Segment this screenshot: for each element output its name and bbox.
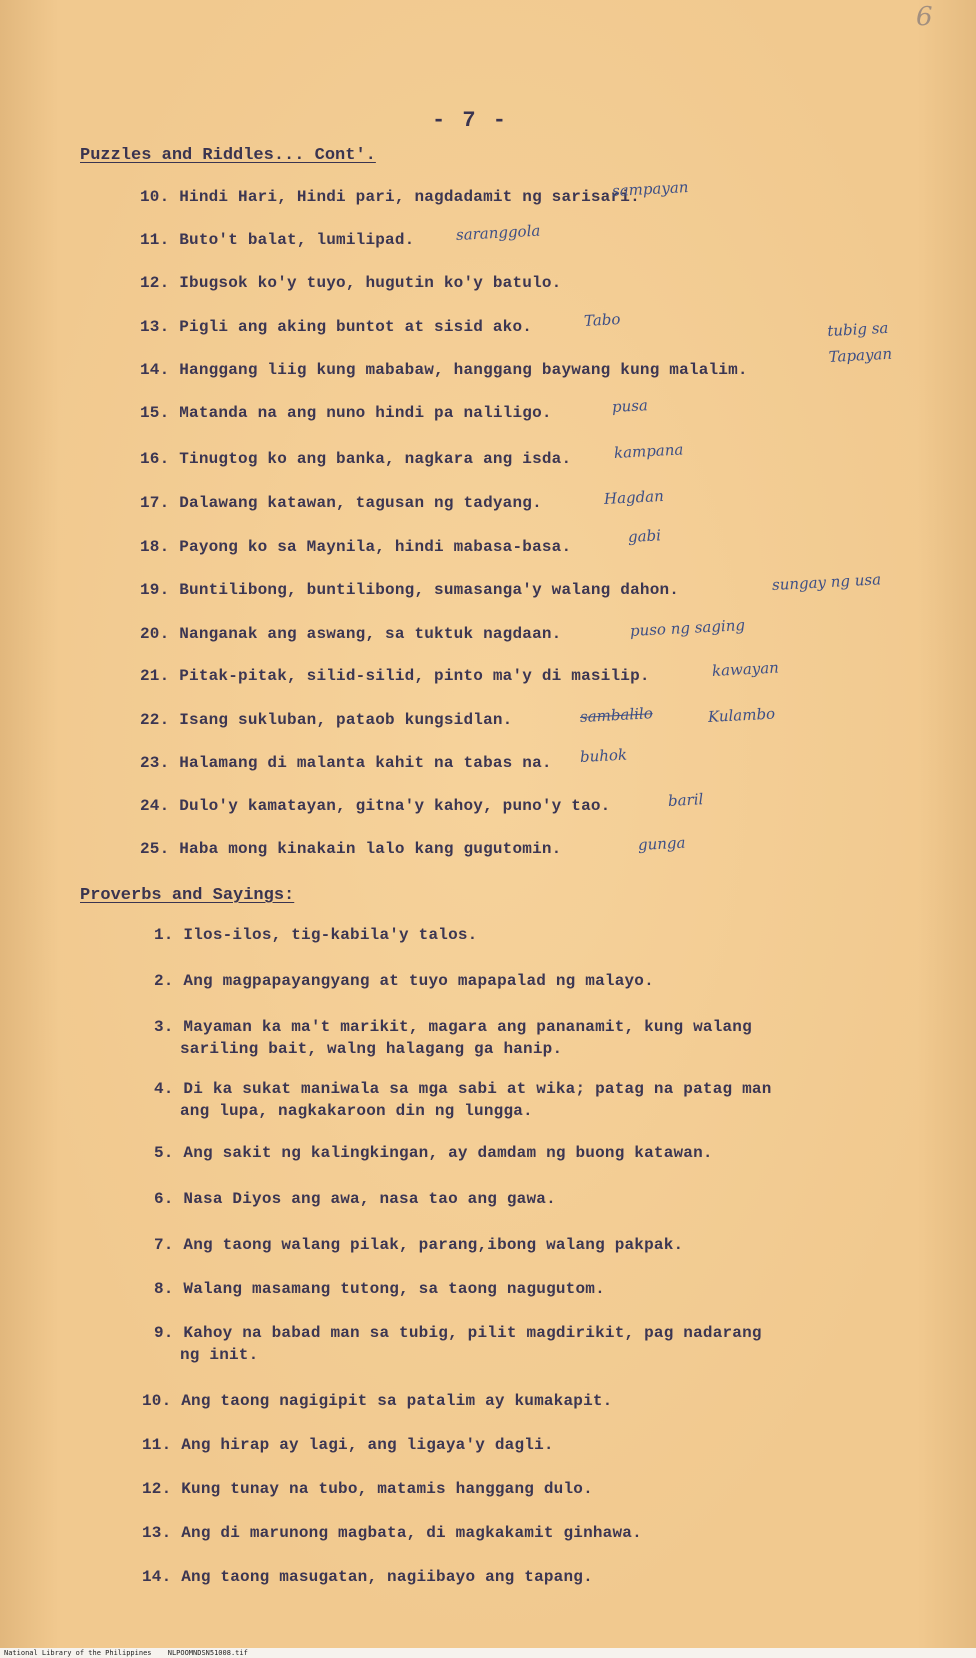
handwritten-answer: saranggola xyxy=(455,221,541,244)
proverb-item: 3. Mayaman ka ma't marikit, magara ang pananamit, kung walang sariling bait, walng halagang ga hanip. xyxy=(154,1018,752,1058)
handwritten-answer: kampana xyxy=(613,440,684,462)
riddle-item: 16. Tinugtog ko ang banka, nagkara ang isda. xyxy=(140,450,572,468)
riddle-item: 17. Dalawang katawan, tagusan ng tadyang. xyxy=(140,494,542,512)
scan-footer xyxy=(0,1648,976,1658)
handwritten-answer: gabi xyxy=(627,526,662,546)
proverb-item: 4. Di ka sukat maniwala sa mga sabi at wika; patag na patag man ang lupa, nagkakaroon din ng lungga. xyxy=(154,1080,772,1120)
riddle-item: 24. Dulo'y kamatayan, gitna'y kahoy, puno'y tao. xyxy=(140,797,611,815)
proverb-item: 7. Ang taong walang pilak, parang,ibong walang pakpak. xyxy=(154,1236,684,1254)
riddle-item: 12. Ibugsok ko'y tuyo, hugutin ko'y batulo. xyxy=(140,274,562,292)
handwritten-answer: sungay ng usa xyxy=(771,570,882,594)
riddle-item: 20. Nanganak ang aswang, sa tuktuk nagdaan. xyxy=(140,625,562,643)
footer-file: NLPOOMNDSN51008.tif xyxy=(167,1649,248,1657)
page-number: - 7 - xyxy=(432,108,509,133)
proverb-item: 1. Ilos-ilos, tig-kabila'y talos. xyxy=(154,926,478,944)
proverb-item: 8. Walang masamang tutong, sa taong nagugutom. xyxy=(154,1280,605,1298)
corner-page-note: 6 xyxy=(916,2,933,32)
handwritten-answer: Kulambo xyxy=(707,704,776,726)
riddles-heading: Puzzles and Riddles... Cont'. xyxy=(80,146,376,165)
handwritten-answer: Tabo xyxy=(583,310,621,330)
riddle-item: 15. Matanda na ang nuno hindi pa naliligo. xyxy=(140,404,552,422)
proverb-item: 10. Ang taong nagigipit sa patalim ay kumakapit. xyxy=(142,1392,613,1410)
handwritten-answer: puso ng saging xyxy=(629,615,746,640)
riddle-item: 22. Isang sukluban, pataob kungsidlan. xyxy=(140,711,513,729)
riddle-item: 21. Pitak-pitak, silid-silid, pinto ma'y di masilip. xyxy=(140,667,650,685)
footer-library: National Library of the Philippines xyxy=(4,1649,152,1657)
riddle-item: 13. Pigli ang aking buntot at sisid ako. xyxy=(140,318,533,336)
riddle-item: 19. Buntilibong, buntilibong, sumasanga'y walang dahon. xyxy=(140,581,680,599)
handwritten-answer: gunga xyxy=(637,833,686,854)
proverbs-heading: Proverbs and Sayings: xyxy=(80,886,295,905)
handwritten-answer: pusa xyxy=(611,396,649,416)
handwritten-answer: kawayan xyxy=(711,658,780,680)
riddle-item: 10. Hindi Hari, Hindi pari, nagdadamit ng sarisari. xyxy=(140,188,640,206)
proverb-item: 12. Kung tunay na tubo, matamis hanggang dulo. xyxy=(142,1480,593,1498)
handwritten-crossed-word: sambalilo xyxy=(579,704,654,726)
riddle-item: 23. Halamang di malanta kahit na tabas na. xyxy=(140,754,552,772)
handwritten-answer: tubig sa Tapayan xyxy=(826,318,893,366)
proverb-item: 6. Nasa Diyos ang awa, nasa tao ang gawa. xyxy=(154,1190,556,1208)
handwritten-answer: baril xyxy=(667,790,704,810)
handwritten-answer: buhok xyxy=(579,745,628,766)
proverb-item: 13. Ang di marunong magbata, di magkakamit ginhawa. xyxy=(142,1524,642,1542)
proverb-item: 14. Ang taong masugatan, nagiibayo ang tapang. xyxy=(142,1568,593,1586)
proverb-item: 5. Ang sakit ng kalingkingan, ay damdam ng buong katawan. xyxy=(154,1144,713,1162)
handwritten-answer: sampayan xyxy=(611,178,689,200)
proverb-item: 9. Kahoy na babad man sa tubig, pilit magdirikit, pag nadarang ng init. xyxy=(154,1324,762,1364)
riddle-item: 18. Payong ko sa Maynila, hindi mabasa-basa. xyxy=(140,538,572,556)
riddle-item: 25. Haba mong kinakain lalo kang gugutomin. xyxy=(140,840,562,858)
riddle-item: 14. Hanggang liig kung mababaw, hanggang baywang kung malalim. xyxy=(140,361,748,379)
proverb-item: 2. Ang magpapayangyang at tuyo mapapalad ng malayo. xyxy=(154,972,654,990)
handwritten-answer: Hagdan xyxy=(603,486,665,508)
proverb-item: 11. Ang hirap ay lagi, ang ligaya'y dagli. xyxy=(142,1436,554,1454)
riddle-item: 11. Buto't balat, lumilipad. xyxy=(140,231,415,249)
